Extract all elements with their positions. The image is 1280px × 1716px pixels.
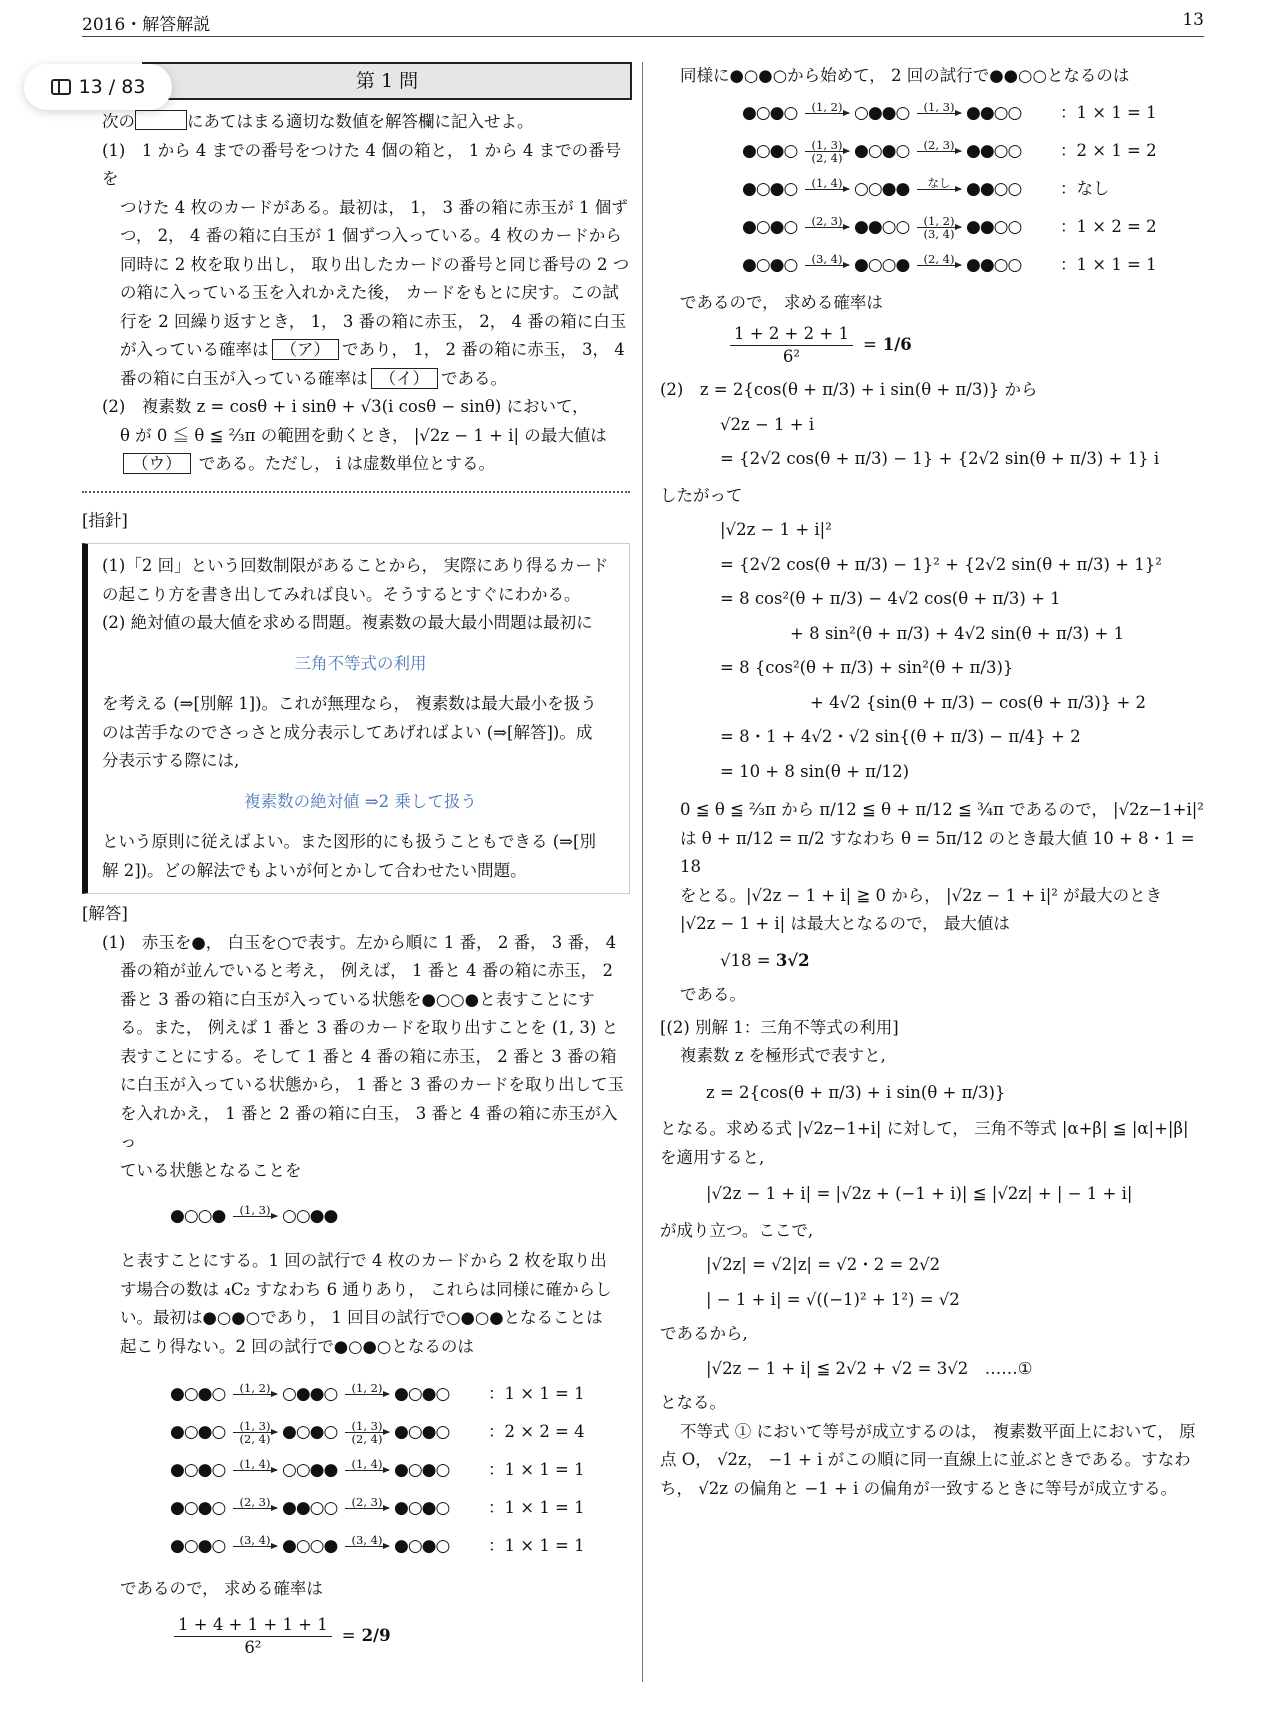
alt-line: | − 1 + i| = √((−1)² + 1²) = √2 [706, 1289, 960, 1309]
ball-state: ●○●○ [854, 141, 910, 162]
transition-row [170, 1451, 630, 1489]
transition-row [742, 95, 1205, 133]
guide-line: の起こり方を書き出してみれば良い。そうするとすぐにわかる。 [102, 584, 581, 604]
answer-line: 番と 3 番の箱に白玉が入っている状態を●○○●と表すことにす [120, 989, 595, 1009]
ball-state: ●○●○ [742, 179, 798, 200]
row-result: ：1 × 1 = 1 [1060, 103, 1157, 123]
arrow [343, 1382, 391, 1407]
guide-line: (2) 絶対値の最大値を求める問題。複素数の最大最小問題は最初に [102, 613, 593, 632]
guide-line: という原則に従えばよい。また図形的にも扱うこともできる (⇒[別 [102, 832, 596, 851]
arrow-label: (2, 4) [923, 252, 955, 266]
arrow-sublabel: (2, 4) [351, 1431, 383, 1446]
arrow [915, 253, 963, 278]
math-line: = 8・1 + 4√2・√2 sin{(θ + π/3) − π/4} + 2 [720, 727, 1081, 746]
answer-line: る。また， 例えば 1 番と 3 番のカードを取り出すことを (1, 3) と [120, 1018, 619, 1037]
ball-state: ○○●● [282, 1459, 338, 1480]
arrow-sublabel: (2, 4) [239, 1431, 271, 1446]
max-value: 3√2 [775, 950, 810, 970]
transition-row [742, 171, 1205, 209]
arrow-label: (1, 3) [351, 1418, 383, 1433]
ball-state: ●○○● [170, 1205, 226, 1226]
arrow [231, 1204, 279, 1229]
problem-title: 第 1 問 [142, 62, 632, 100]
probability-result-2: $\frac{1 + 2 + 2 + 1}{\text{6²}}$ = 1/6 [726, 323, 1205, 368]
arrow [915, 177, 963, 202]
arrow-label: (3, 4) [811, 252, 843, 266]
math-line: をとる。|√2z − 1 + i| ≧ 0 から， |√2z − 1 + i|² が最大のとき [680, 885, 1163, 905]
arrow-label: (1, 3) [811, 138, 843, 152]
arrow-label: (1, 2) [811, 100, 843, 114]
guide-line: 分表示する際には, [102, 751, 240, 770]
answer-line: に白玉が入っている状態から， 1 番と 3 番のカードを取り出して玉 [120, 1075, 624, 1094]
ball-state: ○○●● [282, 1205, 338, 1226]
q1-line [82, 336, 630, 365]
math-line: は θ + π/12 = π/2 すなわち θ = 5π/12 のとき最大値 10 + 8・1 = 18 [680, 828, 1195, 876]
math-line: + 8 sin²(θ + π/3) + 4√2 sin(θ + π/3) + 1 [790, 623, 1125, 643]
dotted-separator [82, 491, 630, 493]
arrow-label: (3, 4) [351, 1532, 383, 1547]
ball-state: ●●○○ [282, 1497, 338, 1518]
guide-line: を考える (⇒[別解 1])。これが無理なら， 複素数は最大最小を扱う [102, 694, 597, 713]
arrow-label: (1, 2) [239, 1380, 271, 1395]
alt-line: が成り立つ。ここで, [660, 1220, 814, 1240]
transition-row [170, 1413, 630, 1451]
arrow [231, 1382, 279, 1407]
arrow [915, 215, 963, 240]
blank-box [135, 110, 187, 130]
q1-text: であり， 1， 2 番の箱に赤玉， 3， 4 [342, 340, 625, 359]
q1-line: 行を 2 回繰り返すとき， 1， 3 番の箱に赤玉， 2， 4 番の箱に白玉 [120, 311, 627, 331]
q2-text: である。ただし， i は虚数単位とする。 [198, 454, 496, 473]
question-1 [82, 137, 630, 394]
answer-heading: [解答] [82, 904, 128, 923]
transition-row [742, 209, 1205, 247]
math-text: √18 = [720, 950, 776, 970]
sidebar-toggle-icon[interactable] [51, 79, 71, 95]
arrow-label: (2, 3) [923, 138, 955, 152]
guide-heading: [指針] [82, 510, 128, 530]
arrow [231, 1420, 279, 1445]
row-result: ：1 × 2 = 2 [1060, 217, 1157, 237]
transition-row [170, 1375, 630, 1413]
math-line: である。 [680, 985, 746, 1004]
ball-state: ●○●○ [170, 1459, 226, 1480]
alt-solution-heading: [(2) 別解 1：三角不等式の利用] [660, 1017, 899, 1037]
arrow [231, 1534, 279, 1559]
alt-line: ち， √2z の偏角と −1 + i の偏角が一致するときに等号が成立する。 [660, 1478, 1178, 1498]
q1-line: つ， 2， 4 番の箱に白玉が 1 個ずつ入っている。4 枚のカードから [120, 226, 622, 245]
answer-box-a: （ア） [272, 339, 340, 360]
intro-text: 次の [102, 112, 135, 131]
alt-line: 複素数 z を極形式で表すと, [680, 1046, 886, 1065]
q1-line [82, 365, 630, 394]
math-line: = 8 cos²(θ + π/3) − 4√2 cos(θ + π/3) + 1 [720, 589, 1061, 608]
alt-line: z = 2{cos(θ + π/3) + i sin(θ + π/3)} [706, 1082, 1006, 1102]
page-indicator[interactable] [24, 64, 172, 110]
answer-box-u: （ウ） [123, 453, 191, 474]
answer-line: い。最初は●○●○であり， 1 回目の試行で○●○●となることは [120, 1308, 603, 1327]
ball-state: ○○●● [854, 179, 910, 200]
arrow [803, 215, 851, 240]
ball-state: ●○●○ [170, 1383, 226, 1404]
alt-line: |√2z − 1 + i| ≦ 2√2 + √2 = 3√2 ……① [706, 1358, 1033, 1378]
row-result: ：1 × 1 = 1 [488, 1535, 585, 1555]
right-line: 同様に●○●○から始めて， 2 回の試行で●●○○となるのは [680, 66, 1130, 85]
transition-table-left [170, 1375, 630, 1565]
arrow-label: (1, 4) [811, 176, 843, 190]
ball-state: ●○●○ [742, 103, 798, 124]
arrow-label: (1, 4) [239, 1456, 271, 1471]
row-result: ：1 × 1 = 1 [1060, 255, 1157, 275]
ball-state: ●○○● [854, 255, 910, 276]
alt-line: |√2z| = √2|z| = √2・2 = 2√2 [706, 1255, 941, 1274]
row-result: ：1 × 1 = 1 [488, 1497, 585, 1517]
denominator: 6² [782, 347, 801, 366]
answer-line: す場合の数は ₄C₂ すなわち 6 通りあり， これらは同様に確からし [120, 1279, 612, 1299]
q1-line: 同時に 2 枚を取り出し， 取り出したカードの番号と同じ番号の 2 つ [120, 254, 630, 274]
arrow-label: なし [927, 176, 951, 190]
fraction [174, 1614, 332, 1659]
answer-line: を入れかえ， 1 番と 2 番の箱に白玉， 3 番と 4 番の箱に赤玉が入っ [120, 1103, 618, 1151]
arrow [343, 1420, 391, 1445]
arrow-label: (1, 3) [239, 1418, 271, 1433]
arrow-label: (1, 3) [923, 100, 955, 114]
row-result: ：2 × 1 = 2 [1060, 141, 1157, 161]
ball-state: ●●○○ [966, 217, 1022, 238]
ball-state: ●●○○ [966, 179, 1022, 200]
guide-emphasis: 三角不等式の利用 [294, 653, 427, 673]
arrow-label: (2, 3) [811, 214, 843, 228]
math-line: + 4√2 {sin(θ + π/3) − cos(θ + π/3)} + 2 [810, 692, 1147, 712]
ball-state: ●●○○ [966, 141, 1022, 162]
arrow [231, 1458, 279, 1483]
alt-line: を適用すると, [660, 1147, 765, 1167]
arrow [343, 1534, 391, 1559]
arrow-label: (2, 3) [239, 1494, 271, 1509]
alt-line: 点 O， √2z， −1 + i がこの順に同一直線上に並ぶときである。すなわ [660, 1450, 1191, 1469]
ball-state: ●○●○ [742, 255, 798, 276]
ball-state: ●○●○ [394, 1421, 450, 1442]
arrow-label: (2, 3) [351, 1494, 383, 1509]
ball-state: ●●○○ [854, 217, 910, 238]
arrow [803, 101, 851, 126]
arrow [915, 101, 963, 126]
guide-line: のは苦手なのでさっさと成分表示してあげればよい (⇒[解答])。成 [102, 722, 593, 742]
arrow-sublabel: (2, 4) [811, 151, 843, 165]
math-result [660, 947, 1205, 976]
guide-emphasis: 複素数の絶対値 ⇒2 乗して扱う [244, 791, 477, 811]
transition-row [170, 1527, 630, 1565]
alt-line: 不等式 ① において等号が成立するのは， 複素数平面上において， 原 [680, 1421, 1196, 1441]
q2-line: θ が 0 ≦ θ ≦ ⅔π の範囲を動くとき， |√2z − 1 + i| の最大値は [120, 425, 607, 445]
numerator: 1 + 4 + 1 + 1 + 1 [174, 1614, 332, 1637]
row-result: ：2 × 2 = 4 [488, 1421, 585, 1441]
alt-line: |√2z − 1 + i| = |√2z + (−1 + i)| ≦ |√2z| + | − 1 + i| [706, 1184, 1133, 1203]
ball-state: ●○●○ [394, 1497, 450, 1518]
transition-table-right [742, 95, 1205, 285]
numerator: 1 + 2 + 2 + 1 [730, 323, 853, 346]
guide-box [82, 543, 630, 894]
arrow [343, 1458, 391, 1483]
q1-text: が入っている確率は [120, 340, 269, 359]
probability-result: $\frac{1 + 4 + 1 + 1 + 1}{\text{6²}}$ = 2/9 [170, 1614, 630, 1659]
arrow [803, 253, 851, 278]
alt-line: であるから, [660, 1324, 748, 1343]
math-line: = {2√2 cos(θ + π/3) − 1} + {2√2 sin(θ + π/3) + 1} i [720, 449, 1160, 468]
answer-line: と表すことにする。1 回の試行で 4 枚のカードから 2 枚を取り出 [120, 1251, 607, 1270]
math-line: = 10 + 8 sin(θ + π/12) [720, 761, 910, 781]
q1-text: である。 [441, 368, 507, 388]
math-line: |√2z − 1 + i| は最大となるので， 最大値は [680, 914, 1010, 933]
ball-state: ●○●○ [742, 217, 798, 238]
row-result: ：なし [1060, 179, 1110, 199]
math-line: |√2z − 1 + i|² [720, 520, 832, 539]
ball-state: ●○●○ [742, 141, 798, 162]
ball-state: ●○●○ [394, 1459, 450, 1480]
transition-row [742, 133, 1205, 171]
q1-line: (1) 1 から 4 までの番号をつけた 4 個の箱と， 1 から 4 までの番号を [102, 140, 622, 188]
answer-box-i: （イ） [371, 368, 439, 389]
math-line: 0 ≦ θ ≦ ⅔π から π/12 ≦ θ + π/12 ≦ ¾π であるので， |√2z−1+i|² [680, 800, 1204, 819]
arrow-label: (3, 4) [239, 1532, 271, 1547]
alt-line: となる。 [660, 1393, 726, 1412]
math-line: = 8 {cos²(θ + π/3) + sin²(θ + π/3)} [720, 658, 1014, 677]
ball-state: ●○●○ [170, 1535, 226, 1556]
q1-text: 番の箱に白玉が入っている確率は [120, 368, 368, 388]
problem-intro [82, 108, 630, 137]
answer-line: 起こり得ない。2 回の試行で●○●○となるのは [120, 1336, 474, 1356]
q2-line: (2) 複素数 z = cosθ + i sinθ + √3(i cosθ − sinθ) において， [102, 397, 589, 416]
fraction [730, 323, 853, 368]
denominator: 6² [244, 1637, 262, 1657]
arrow [343, 1496, 391, 1521]
ball-state: ●●○○ [966, 103, 1022, 124]
q1-line: つけた 4 枚のカードがある。最初は， 1， 3 番の箱に赤玉が 1 個ず [120, 197, 628, 217]
ball-state: ●○●○ [170, 1497, 226, 1518]
math-line: = {2√2 cos(θ + π/3) − 1}² + {2√2 sin(θ + π/3) + 1}² [720, 554, 1162, 574]
answer-line: (1) 赤玉を●， 白玉を○で表す。左から順に 1 番， 2 番， 3 番， 4 [102, 932, 617, 952]
guide-line: (1)「2 回」という回数制限があることから， 実際にあり得るカード [102, 556, 609, 575]
arrow [803, 177, 851, 202]
ball-state: ●○●○ [282, 1421, 338, 1442]
row-result: ：1 × 1 = 1 [488, 1383, 585, 1403]
result-value: 2/9 [361, 1625, 391, 1645]
intro-text-2: にあてはまる適切な数値を解答欄に記入せよ。 [187, 112, 534, 131]
row-result: ：1 × 1 = 1 [488, 1459, 585, 1479]
answer-line: 表すことにする。そして 1 番と 4 番の箱に赤玉， 2 番と 3 番の箱 [120, 1046, 617, 1066]
ball-state: ○●●○ [282, 1383, 338, 1404]
ball-state: ●○●○ [170, 1421, 226, 1442]
q2-line [82, 450, 630, 479]
answer-conclusion: であるので， 求める確率は [120, 1579, 323, 1598]
guide-line: 解 2])。どの解法でもよいが何とかして合わせたい問題。 [102, 860, 527, 880]
alt-line: となる。求める式 |√2z−1+i| に対して， 三角不等式 |α+β| ≦ |α|+|β| [660, 1119, 1189, 1138]
left-column [82, 62, 630, 1659]
arrow-label: (1, 2) [351, 1380, 383, 1395]
ball-state: ●○●○ [394, 1535, 450, 1556]
arrow-label: (1, 2) [923, 214, 955, 228]
transition-row [170, 1489, 630, 1527]
column-divider [642, 62, 643, 1682]
arrow-label: (1, 4) [351, 1456, 383, 1471]
ball-state: ●●○○ [966, 255, 1022, 276]
page-header [82, 8, 1204, 37]
page-indicator-label: 13 / 83 [78, 76, 146, 98]
question-2 [82, 393, 630, 479]
right-column [660, 62, 1205, 1503]
ball-state: ○●●○ [854, 103, 910, 124]
math-line: (2) z = 2{cos(θ + π/3) + i sin(θ + π/3)} から [660, 380, 1038, 399]
arrow [915, 139, 963, 164]
answer-line: ている状態となることを [120, 1160, 302, 1180]
page-number: 13 [1182, 10, 1204, 30]
example-transition [170, 1197, 630, 1235]
right-conclusion: であるので， 求める確率は [680, 292, 883, 312]
math-line: √2z − 1 + i [720, 414, 815, 434]
transition-row [742, 247, 1205, 285]
header-title: 2016・解答解説 [82, 15, 211, 35]
result-value: 1/6 [882, 335, 912, 355]
arrow-sublabel: (3, 4) [923, 227, 955, 241]
q1-line: の箱に入っている玉を入れかえた後， カードをもとに戻す。この試 [120, 283, 619, 302]
arrow [803, 139, 851, 164]
math-line: したがって [660, 485, 743, 505]
ball-state: ●○●○ [394, 1383, 450, 1404]
ball-state: ●○○● [282, 1535, 338, 1556]
arrow-label: (1, 3) [239, 1202, 271, 1217]
answer-line: 番の箱が並んでいると考え， 例えば， 1 番と 4 番の箱に赤玉， 2 [120, 961, 613, 980]
arrow [231, 1496, 279, 1521]
